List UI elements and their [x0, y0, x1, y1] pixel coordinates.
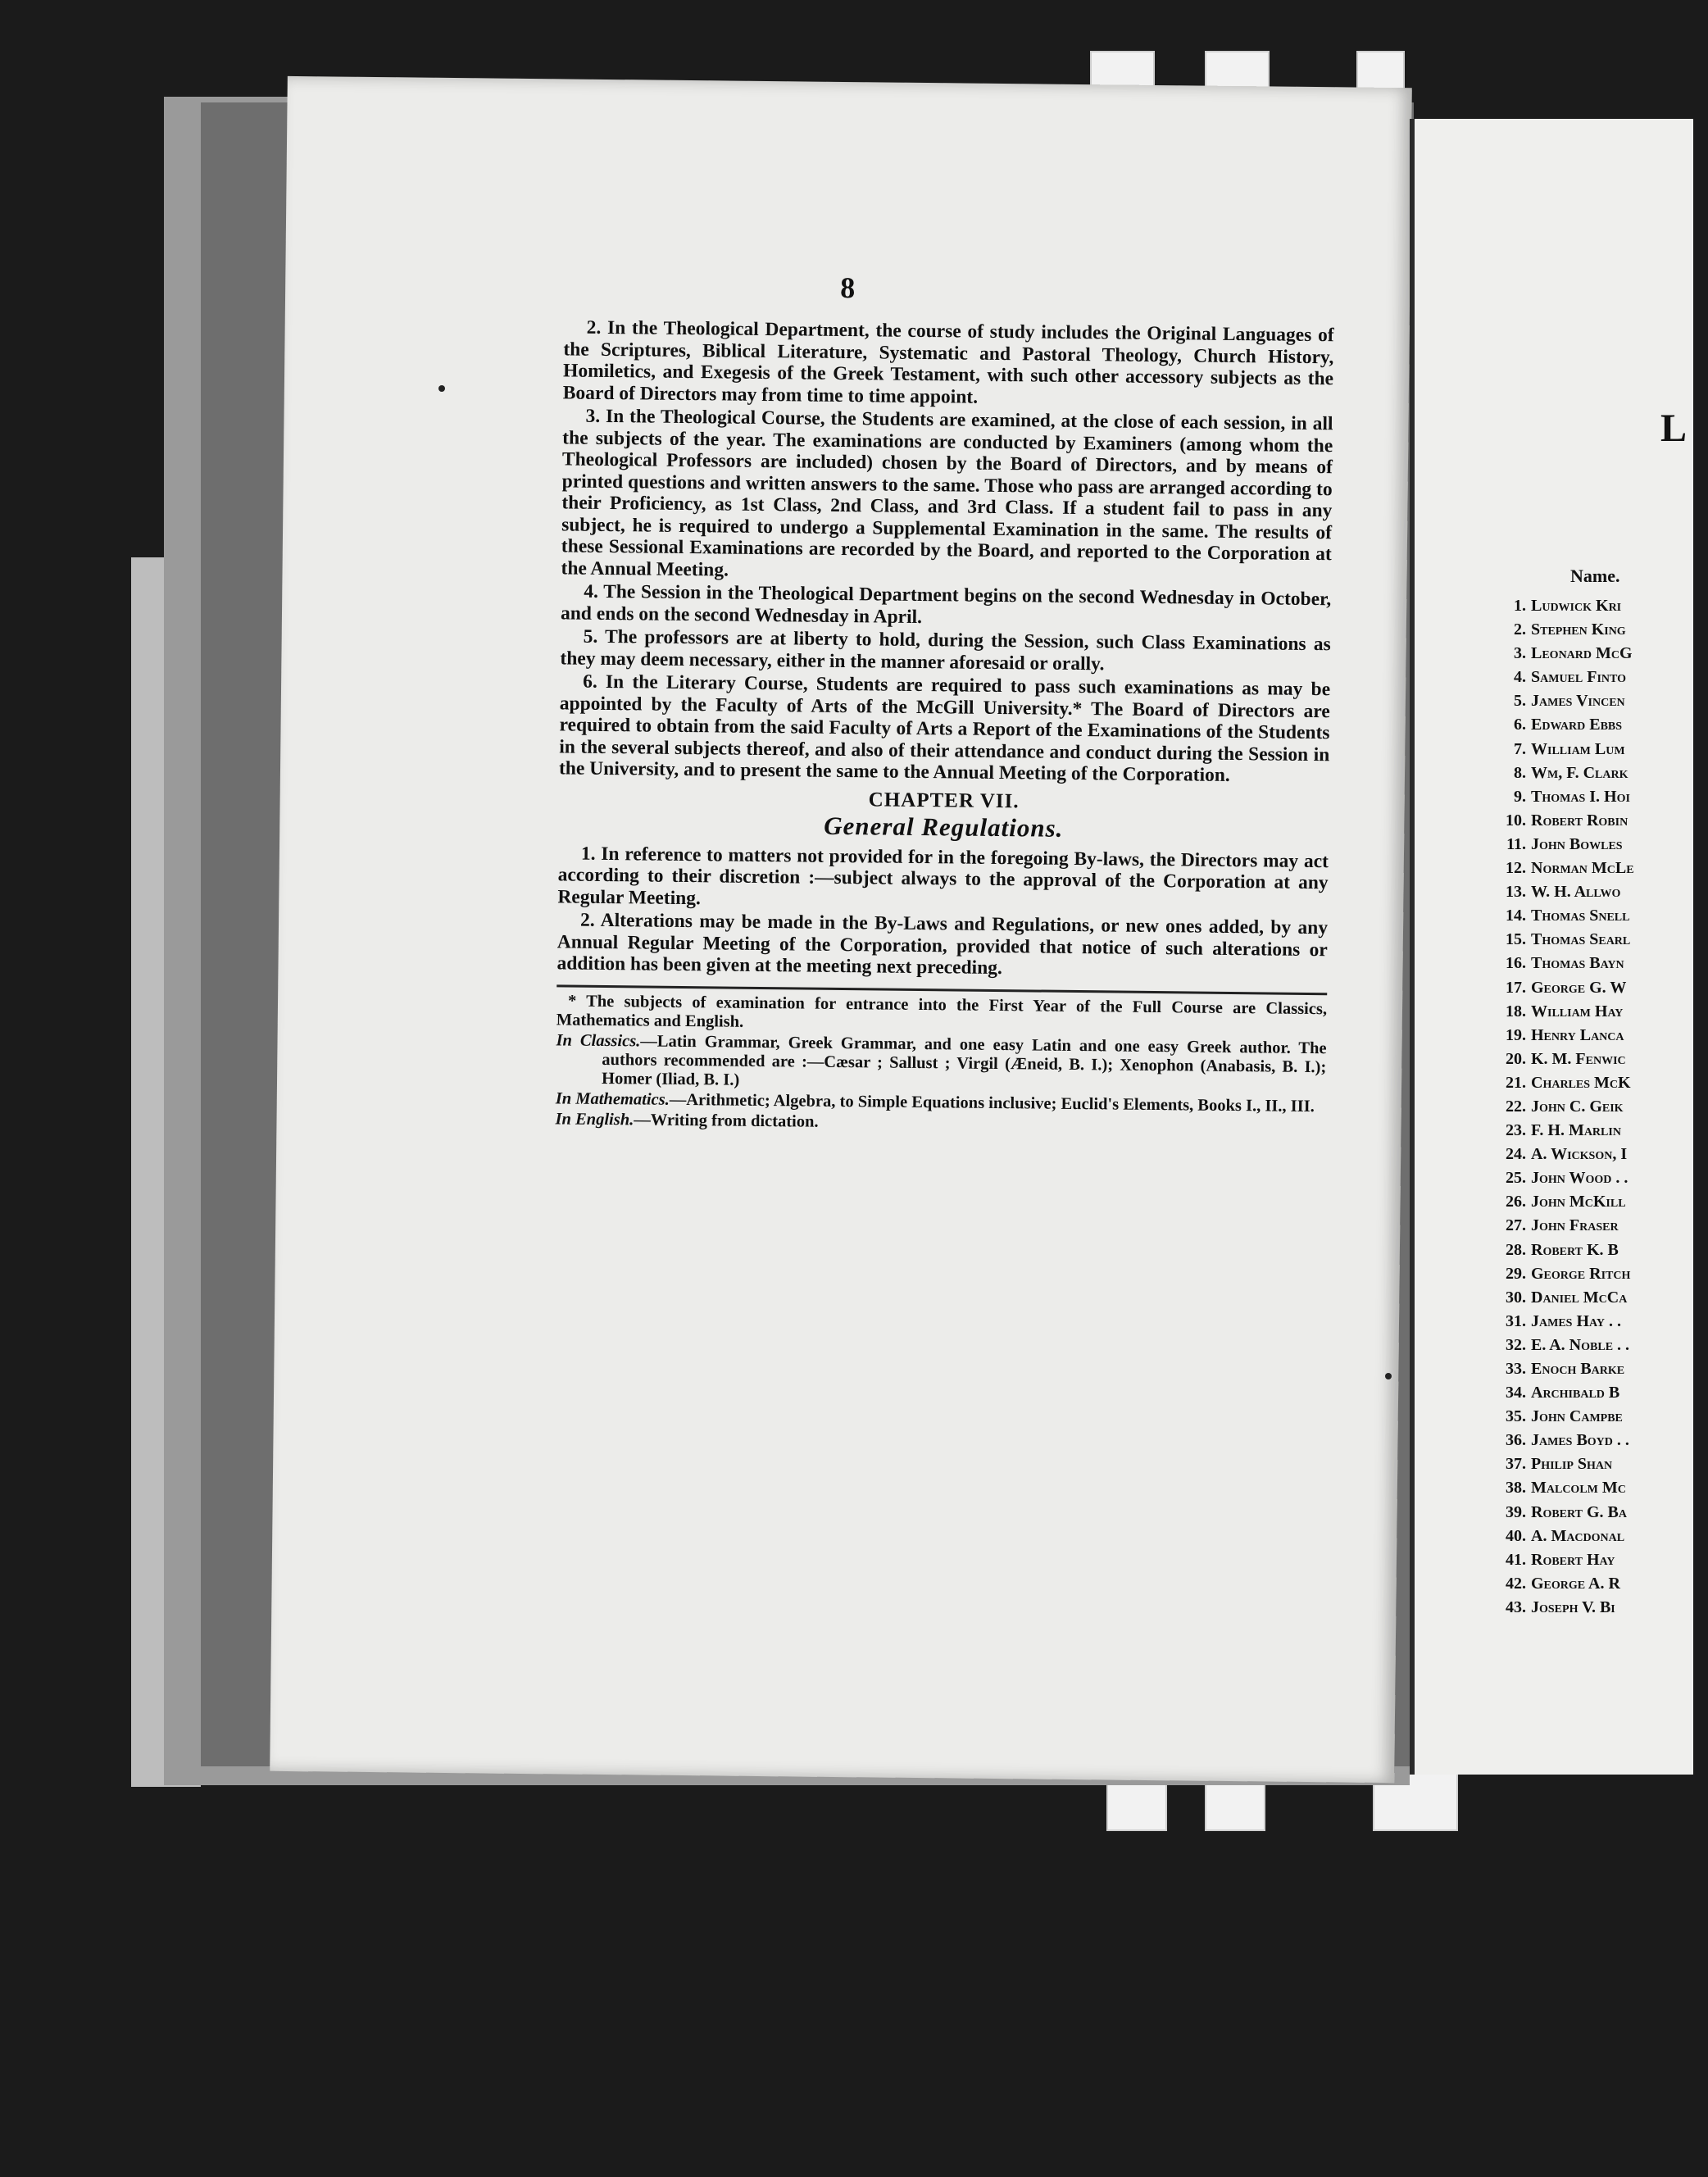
name-list-number: 14. [1506, 907, 1526, 925]
name-list-name: Edward Ebbs [1531, 716, 1623, 734]
name-list-number: 33. [1506, 1360, 1526, 1378]
regulation-2: 2. Alterations may be made in the By-Laws and Regulations, or new ones added, by any Annual Regular Meeting of the Corporation, provided that notice of such alterations or addition has been given at the meeting next preceding. [556, 909, 1329, 979]
paragraph-4: 4. The Session in the Theological Department begins on the second Wednesday in October, and ends on the second Wednesday in April. [560, 580, 1332, 628]
name-list-item [1495, 1166, 1708, 1190]
name-list-item [1495, 1000, 1708, 1024]
name-list-name: Thomas Bayn [1531, 954, 1624, 973]
name-list-name: Thomas Searl [1531, 930, 1631, 949]
name-list [1495, 594, 1708, 1620]
name-list-number: 32. [1506, 1335, 1526, 1354]
footnote-label: In Classics. [556, 1030, 641, 1050]
left-page-text [555, 316, 1333, 1138]
name-list-number: 27. [1506, 1216, 1526, 1235]
name-list-name: Henry Lanca [1531, 1025, 1624, 1044]
name-list-item [1495, 1334, 1708, 1357]
name-list-name: F. H. Marlin [1531, 1121, 1621, 1140]
name-list-name: Robert G. Ba [1531, 1502, 1627, 1521]
name-list-item [1495, 1024, 1708, 1048]
footnote-label: In Mathematics. [555, 1088, 670, 1109]
name-list-number: 34. [1506, 1384, 1526, 1402]
name-list-name: James Boyd . . [1531, 1431, 1629, 1450]
name-list-name: William Hay [1531, 1002, 1624, 1020]
name-list-number: 12. [1506, 859, 1526, 878]
name-list-number: 24. [1506, 1145, 1526, 1164]
name-list-number: 39. [1506, 1502, 1526, 1521]
paragraph-2: 2. In the Theological Department, the course of study includes the Original Languages of the Scriptures, Biblical Literature, Systematic and Pastoral Theology, Church History, Homiletics, and Exegesis of the Greek Testament, with such other accessory subjects as the Board of Directors may from time to time appoint. [562, 316, 1334, 408]
name-list-number: 1. [1514, 597, 1526, 615]
name-list-item [1495, 1214, 1708, 1238]
name-list-name: K. M. Fenwic [1531, 1049, 1626, 1068]
name-list-item [1495, 689, 1708, 713]
name-list-item [1495, 1310, 1708, 1334]
name-list-item [1495, 1501, 1708, 1525]
name-list-number: 18. [1506, 1002, 1526, 1020]
name-list-name: A. Macdonal [1531, 1526, 1625, 1545]
regulation-1: 1. In reference to matters not provided for in the foregoing By-laws, the Directors may act according to their discretion :—subject always to the approval of the Corporation at any Regular Meeting. [557, 843, 1329, 909]
name-list-name: Stephen King [1531, 620, 1626, 639]
name-list-name: Samuel Finto [1531, 668, 1626, 687]
name-list-item [1495, 976, 1708, 1000]
name-list-number: 17. [1506, 978, 1526, 997]
name-list-item [1495, 618, 1708, 642]
name-list-item [1495, 1143, 1708, 1166]
name-list-name: Robert Robin [1531, 811, 1629, 829]
name-list-item [1495, 594, 1708, 618]
footnotes [555, 992, 1327, 1137]
name-list-item [1495, 952, 1708, 975]
name-list-item [1495, 1071, 1708, 1095]
name-list-name: Wm, F. Clark [1531, 763, 1629, 782]
name-list-name: John Campbe [1531, 1407, 1623, 1426]
name-list-name: James Vincen [1531, 692, 1625, 711]
name-list-name: John Wood . . [1531, 1169, 1629, 1188]
name-list-number: 13. [1506, 883, 1526, 902]
name-list-number: 11. [1506, 834, 1526, 853]
name-list-number: 36. [1506, 1431, 1526, 1450]
name-list-number: 7. [1514, 739, 1526, 758]
name-list-number: 28. [1506, 1240, 1526, 1259]
name-list-item [1495, 1596, 1708, 1620]
page-number: 8 [839, 270, 856, 305]
name-list-number: 43. [1506, 1598, 1526, 1616]
name-list-item [1495, 1548, 1708, 1572]
name-list-number: 21. [1506, 1073, 1526, 1092]
paragraph-6: 6. In the Literary Course, Students are required to pass such examinations as may be appointed by the Faculty of Arts of the McGill University.* The Board of Directors are required to obtain from the said Faculty of Arts a Report of the Examinations of the Students in the several subjects thereof, and also of their attendance and conduct during the Session in the University, and to present the same to the Annual Meeting of the Corporation. [558, 670, 1331, 786]
name-list-number: 42. [1506, 1574, 1526, 1593]
footnote-label: In English. [555, 1109, 634, 1129]
name-list-name: A. Wickson, I [1531, 1145, 1628, 1164]
name-list-item [1495, 833, 1708, 857]
name-list-name: Charles McK [1531, 1073, 1631, 1092]
name-list-item [1495, 666, 1708, 689]
name-list-item [1495, 1405, 1708, 1429]
name-list-item [1495, 1238, 1708, 1262]
name-list-name: Thomas Snell [1531, 907, 1630, 925]
name-list-item [1495, 1119, 1708, 1143]
name-list-item [1495, 1572, 1708, 1596]
footnote-text: —Arithmetic; Algebra, to Simple Equations inclusive; Euclid's Elements, Books I., II., III. [669, 1090, 1315, 1116]
name-list-item [1495, 738, 1708, 761]
footnote-lead: * The subjects of examination for entrance into the First Year of the Full Course are Classics, Mathematics and English. [556, 992, 1328, 1031]
footnote-text: —Writing from dictation. [634, 1110, 819, 1131]
name-list-item [1495, 1429, 1708, 1452]
section-title: General Regulations. [824, 811, 1064, 843]
name-list-number: 25. [1506, 1169, 1526, 1188]
name-list-number: 16. [1506, 954, 1526, 973]
name-list-number: 20. [1506, 1049, 1526, 1068]
name-list-item [1495, 1381, 1708, 1405]
name-list-number: 9. [1514, 787, 1526, 806]
name-list-item [1495, 1048, 1708, 1071]
name-list-item [1495, 1452, 1708, 1476]
name-list-name: John Fraser [1531, 1216, 1619, 1235]
name-list-name: E. A. Noble . . [1531, 1335, 1630, 1354]
name-list-item [1495, 1262, 1708, 1286]
name-list-number: 40. [1506, 1526, 1526, 1545]
name-list-name: Philip Shan [1531, 1455, 1613, 1474]
name-list-name: William Lum [1531, 739, 1625, 758]
name-list-name: Enoch Barke [1531, 1360, 1625, 1378]
name-list-number: 15. [1506, 930, 1526, 949]
name-list-number: 23. [1506, 1121, 1526, 1140]
name-list-number: 4. [1514, 668, 1526, 687]
name-list-name: Joseph V. Bi [1531, 1598, 1615, 1616]
name-list-number: 5. [1514, 692, 1526, 711]
right-page [1410, 119, 1693, 1775]
name-list-item [1495, 761, 1708, 785]
name-list-name: George G. W [1531, 978, 1627, 997]
name-list-name: Daniel McCa [1531, 1288, 1628, 1307]
name-list-number: 10. [1506, 811, 1526, 829]
name-list-name: Robert K. B [1531, 1240, 1619, 1259]
name-list-number: 2. [1514, 620, 1526, 639]
name-list-name: Malcolm Mc [1531, 1479, 1626, 1498]
name-list-number: 41. [1506, 1550, 1526, 1569]
name-list-number: 3. [1514, 644, 1526, 663]
name-list-number: 31. [1506, 1311, 1526, 1330]
footnote-classics [556, 1031, 1327, 1096]
name-list-name: Norman McLe [1531, 859, 1634, 878]
name-list-item [1495, 1190, 1708, 1214]
name-list-number: 26. [1506, 1193, 1526, 1211]
name-list-name: John McKill [1531, 1193, 1626, 1211]
name-list-item [1495, 1095, 1708, 1119]
name-list-number: 22. [1506, 1097, 1526, 1116]
name-list-item [1495, 928, 1708, 952]
name-list-item [1495, 904, 1708, 928]
name-list-name: John Bowles [1531, 834, 1623, 853]
name-list-name: Archibald B [1531, 1384, 1620, 1402]
name-list-item [1495, 880, 1708, 904]
footnote-text: —Latin Grammar, Greek Grammar, and one easy Latin and one easy Greek author. The authors recommended are :—Cæsar ; Sallust ; Virgil (Æneid, B. I.); Xenophon (Anabasis, B. I.); Homer (Iliad, B. I.) [601, 1031, 1327, 1089]
name-list-name: George Ritch [1531, 1264, 1631, 1283]
name-list-name: George A. R [1531, 1574, 1620, 1593]
name-list-item [1495, 1286, 1708, 1310]
name-column-label: Name. [1570, 566, 1620, 586]
ink-speck [438, 385, 445, 392]
name-list-number: 38. [1506, 1479, 1526, 1498]
paragraph-3: 3. In the Theological Course, the Students are examined, at the close of each session, in all the subjects of the year. The examinations are conducted by Examiners (among whom the Theological Professors are included) chosen by the Board of Directors, and by means of printed questions and written answers to the same. Those who pass are arranged according to their Proficiency, as 1st Class, 2nd Class, and 3rd Class. If a student fail to pass in any subject, he is required to undergo a Supplemental Examination in the same. The results of these Sessional Examinations are recorded by the Board, and reported to the Corporation at the Annual Meeting. [561, 405, 1333, 581]
left-page [270, 76, 1412, 1783]
name-list-number: 35. [1506, 1407, 1526, 1426]
name-list-name: W. H. Allwo [1531, 883, 1621, 902]
name-list-name: Thomas I. Hoi [1531, 787, 1630, 806]
name-list-item [1495, 713, 1708, 737]
name-list-item [1495, 1476, 1708, 1500]
name-list-number: 29. [1506, 1264, 1526, 1283]
name-list-number: 37. [1506, 1455, 1526, 1474]
name-list-item [1495, 809, 1708, 833]
name-list-name: John C. Geik [1531, 1097, 1624, 1116]
paragraph-5: 5. The professors are at liberty to hold, during the Session, such Class Examinations as they may deem necessary, either in the manner aforesaid or orally. [560, 625, 1331, 675]
name-list-number: 8. [1514, 763, 1526, 782]
name-list-item [1495, 785, 1708, 809]
name-list-item [1495, 642, 1708, 666]
name-list-number: 30. [1506, 1288, 1526, 1307]
name-list-number: 19. [1506, 1025, 1526, 1044]
name-list-name: Leonard McG [1531, 644, 1633, 663]
name-list-name: Ludwick Kri [1531, 597, 1622, 615]
name-list-item [1495, 1357, 1708, 1381]
chapter-heading: CHAPTER VII. [868, 788, 1020, 812]
name-list-name: James Hay . . [1531, 1311, 1621, 1330]
name-list-item [1495, 1525, 1708, 1548]
name-list-name: Robert Hay [1531, 1550, 1615, 1569]
ink-speck [1385, 1373, 1392, 1379]
right-page-heading: L [1660, 407, 1688, 450]
name-list-number: 6. [1514, 716, 1526, 734]
name-list-item [1495, 857, 1708, 880]
